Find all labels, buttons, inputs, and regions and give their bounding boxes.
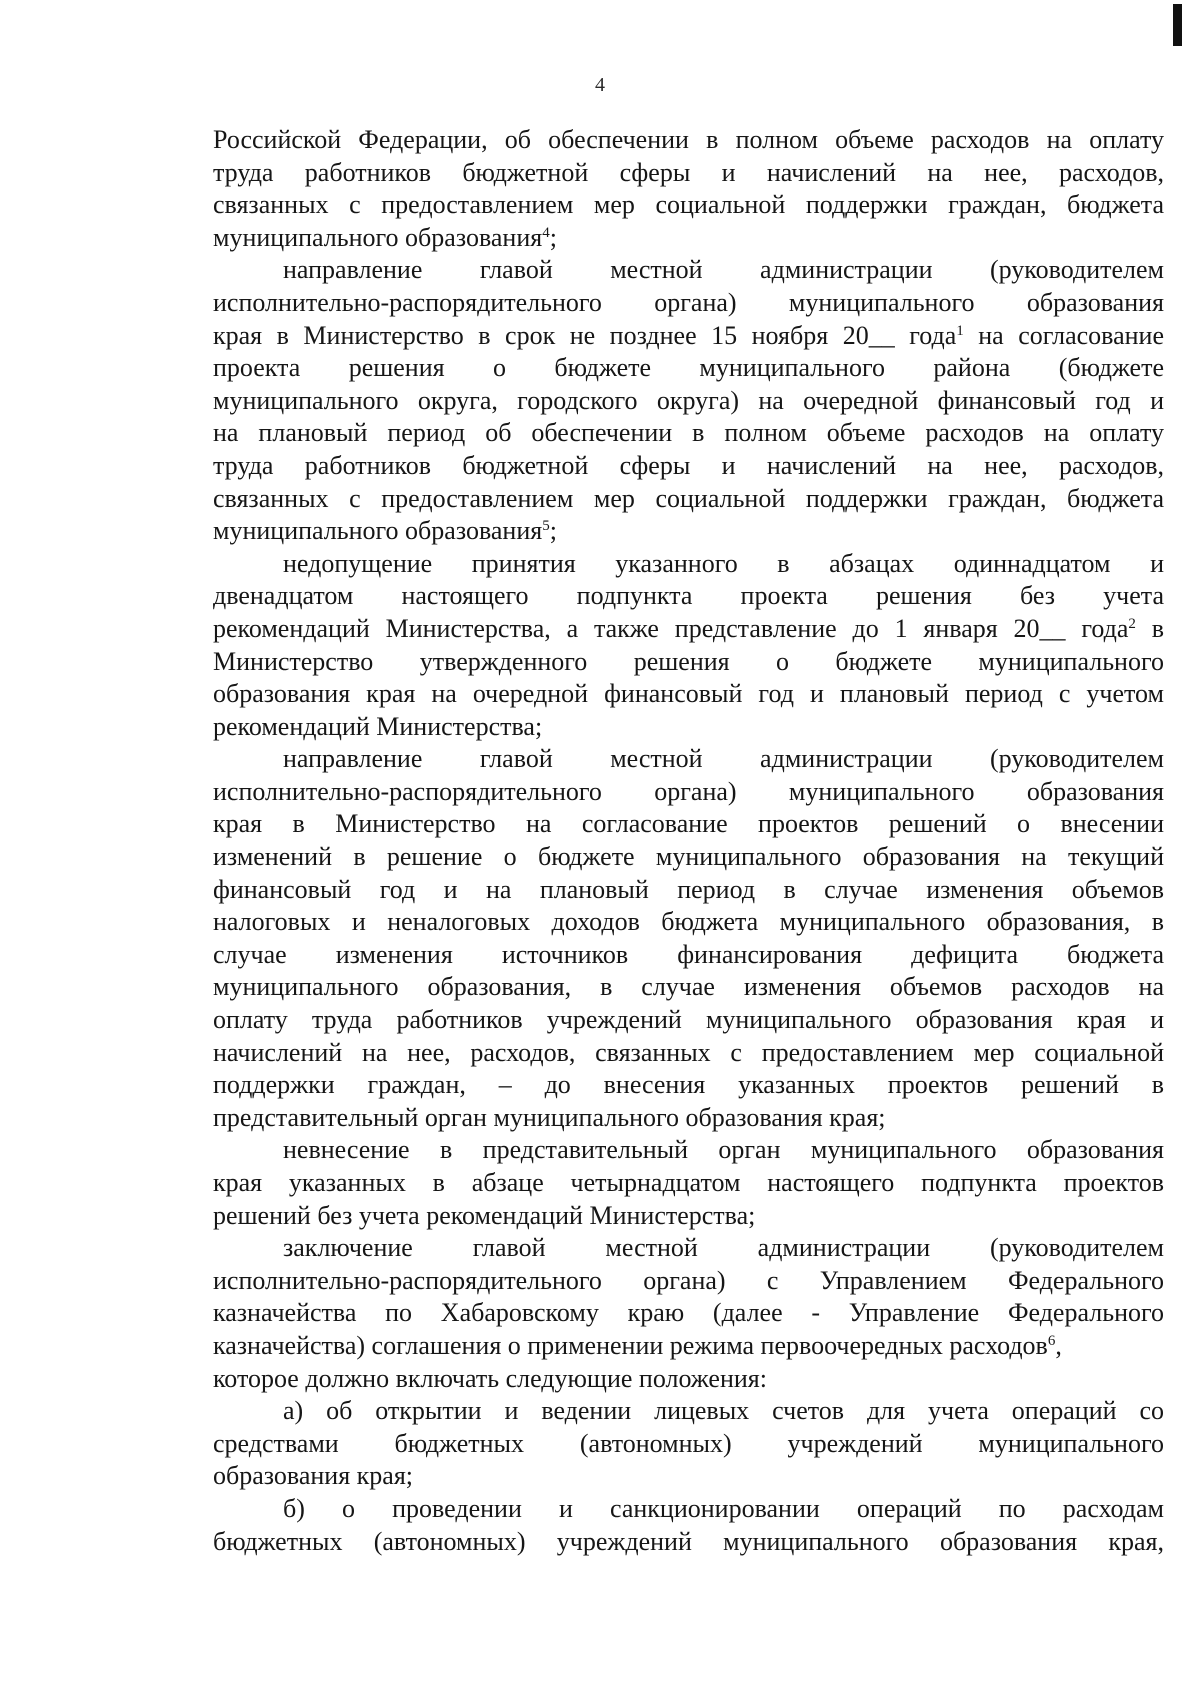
footnote-marker: 6: [1047, 1332, 1056, 1349]
text-line-content: двенадцатом настоящего подпункта проекта решения без учета: [213, 581, 1164, 611]
text-line: [213, 1037, 1164, 1070]
text-line: [213, 483, 1164, 516]
text-line-content: невнесение в представительный орган муниципального образования: [283, 1135, 1164, 1165]
text-line-content: которое должно включать следующие положения:: [213, 1363, 767, 1393]
text-line-content: поддержки граждан, – до внесения указанных проектов решений в: [213, 1070, 1164, 1100]
text-line-tail: ,: [1055, 1330, 1062, 1360]
text-line: [213, 515, 1164, 548]
text-line-content: решений без учета рекомендаций Министерства;: [213, 1200, 756, 1230]
text-line-content: муниципального образования, в случае изменения объемов расходов на: [213, 972, 1164, 1002]
footnote-marker: 4: [542, 224, 550, 241]
text-line-content: б) о проведении и санкционировании операций по расходам: [283, 1493, 1164, 1523]
text-line: [213, 1493, 1164, 1526]
text-line: [213, 450, 1164, 483]
text-line-content: оплату труда работников учреждений муниципального образования края и: [213, 1005, 1164, 1035]
text-line-content: труда работников бюджетной сферы и начислений на нее, расходов,: [213, 157, 1164, 187]
text-line: [213, 1330, 1164, 1363]
text-line: [213, 580, 1164, 613]
text-line-content: края в Министерство в срок не позднее 15 ноября 20__ года: [213, 320, 957, 350]
text-line-tail: ;: [549, 222, 557, 252]
text-line-content: налоговых и неналоговых доходов бюджета муниципального образования, в: [213, 907, 1164, 937]
text-line: [213, 906, 1164, 939]
page-number: 4: [595, 74, 605, 96]
text-line-content: недопущение принятия указанного в абзацах одиннадцатом и: [283, 548, 1164, 578]
text-line: [213, 711, 1164, 744]
text-line-content: муниципального образования: [213, 516, 543, 546]
text-line: [213, 352, 1164, 385]
text-line-content: Министерство утвержденного решения о бюджете муниципального: [213, 646, 1164, 676]
text-line: [213, 222, 1164, 255]
text-line-content: Российской Федерации, об обеспечении в полном объеме расходов на оплату: [213, 125, 1164, 154]
text-line: [213, 1363, 1164, 1396]
text-line: [213, 808, 1164, 841]
text-line-content: а) об открытии и ведении лицевых счетов для учета операций со: [283, 1396, 1164, 1426]
text-line: [213, 320, 1164, 353]
text-line-content: направление главой местной администрации (руководителем: [283, 255, 1164, 285]
text-line: [213, 743, 1164, 776]
text-line-tail: ;: [549, 516, 557, 546]
text-line: [213, 124, 1164, 157]
text-line-content: бюджетных (автономных) учреждений муниципального образования края,: [213, 1526, 1164, 1556]
text-line: [213, 1004, 1164, 1037]
text-line-content: исполнительно-распорядительного органа) муниципального образования: [213, 776, 1164, 806]
text-line: [213, 1167, 1164, 1200]
text-line: [213, 1102, 1164, 1135]
text-line-content: связанных с предоставлением мер социальной поддержки граждан, бюджета: [213, 190, 1164, 220]
text-line-content: случае изменения источников финансирования дефицита бюджета: [213, 939, 1164, 969]
text-line: [213, 841, 1164, 874]
text-line-tail: в: [1135, 613, 1164, 643]
text-line: [213, 1232, 1164, 1265]
text-line: [213, 287, 1164, 320]
text-line: [213, 874, 1164, 907]
scan-edge-mark: [1173, 4, 1182, 46]
text-line: [213, 254, 1164, 287]
text-line: [213, 1200, 1164, 1233]
text-line: [213, 385, 1164, 418]
text-line-content: рекомендаций Министерства;: [213, 711, 543, 741]
text-line: [213, 1134, 1164, 1167]
text-line-content: казначейства) соглашения о применении режима первоочередных расходов: [213, 1330, 1048, 1360]
text-line-content: начислений на нее, расходов, связанных с предоставлением мер социальной: [213, 1037, 1164, 1067]
text-line-content: изменений в решение о бюджете муниципального образования на текущий: [213, 842, 1164, 872]
text-line-content: края указанных в абзаце четырнадцатом настоящего подпункта проектов: [213, 1168, 1164, 1197]
text-line-content: направление главой местной администрации (руководителем: [283, 744, 1164, 774]
text-line: [213, 1265, 1164, 1298]
text-line-content: образования края на очередной финансовый год и плановый период с учетом: [213, 679, 1164, 709]
text-line-content: казначейства по Хабаровскому краю (далее - Управление Федерального: [213, 1298, 1164, 1328]
text-line-content: края в Министерство на согласование проектов решений о внесении: [213, 809, 1164, 839]
footnote-marker: 1: [956, 322, 964, 339]
text-line: [213, 189, 1164, 222]
text-line-content: исполнительно-распорядительного органа) с Управлением Федерального: [213, 1265, 1164, 1295]
text-line: [213, 776, 1164, 809]
text-line: [213, 548, 1164, 581]
text-line: [213, 646, 1164, 679]
text-line: [213, 1428, 1164, 1461]
text-line-content: образования края;: [213, 1461, 414, 1491]
footnote-marker: 5: [542, 518, 550, 535]
text-line: [213, 939, 1164, 972]
text-line-content: финансовый год и на плановый период в случае изменения объемов: [213, 874, 1164, 904]
document-body: [213, 124, 1164, 1558]
text-line-content: рекомендаций Министерства, а также представление до 1 января 20__ года: [213, 613, 1129, 643]
text-line-tail: на согласование: [963, 320, 1164, 350]
text-line: [213, 613, 1164, 646]
text-line: [213, 1069, 1164, 1102]
text-line-content: представительный орган муниципального образования края;: [213, 1102, 886, 1132]
text-line: [213, 678, 1164, 711]
text-line-content: труда работников бюджетной сферы и начислений на нее, расходов,: [213, 450, 1164, 480]
text-line: [213, 157, 1164, 190]
text-line-content: проекта решения о бюджете муниципального района (бюджете: [213, 353, 1164, 383]
text-line: [213, 1460, 1164, 1493]
text-line: [213, 417, 1164, 450]
text-line-content: заключение главой местной администрации (руководителем: [283, 1233, 1164, 1263]
text-line-content: средствами бюджетных (автономных) учреждений муниципального: [213, 1428, 1164, 1458]
text-line-content: муниципального образования: [213, 222, 543, 252]
text-line: [213, 1297, 1164, 1330]
text-line-content: связанных с предоставлением мер социальной поддержки граждан, бюджета: [213, 483, 1164, 513]
text-line-content: на плановый период об обеспечении в полном объеме расходов на оплату: [213, 418, 1164, 448]
text-line: [213, 1395, 1164, 1428]
text-line: [213, 1526, 1164, 1559]
text-line-content: исполнительно-распорядительного органа) муниципального образования: [213, 287, 1164, 317]
text-line-content: муниципального округа, городского округа) на очередной финансовый год и: [213, 385, 1164, 415]
footnote-marker: 2: [1128, 615, 1136, 632]
text-line: [213, 971, 1164, 1004]
